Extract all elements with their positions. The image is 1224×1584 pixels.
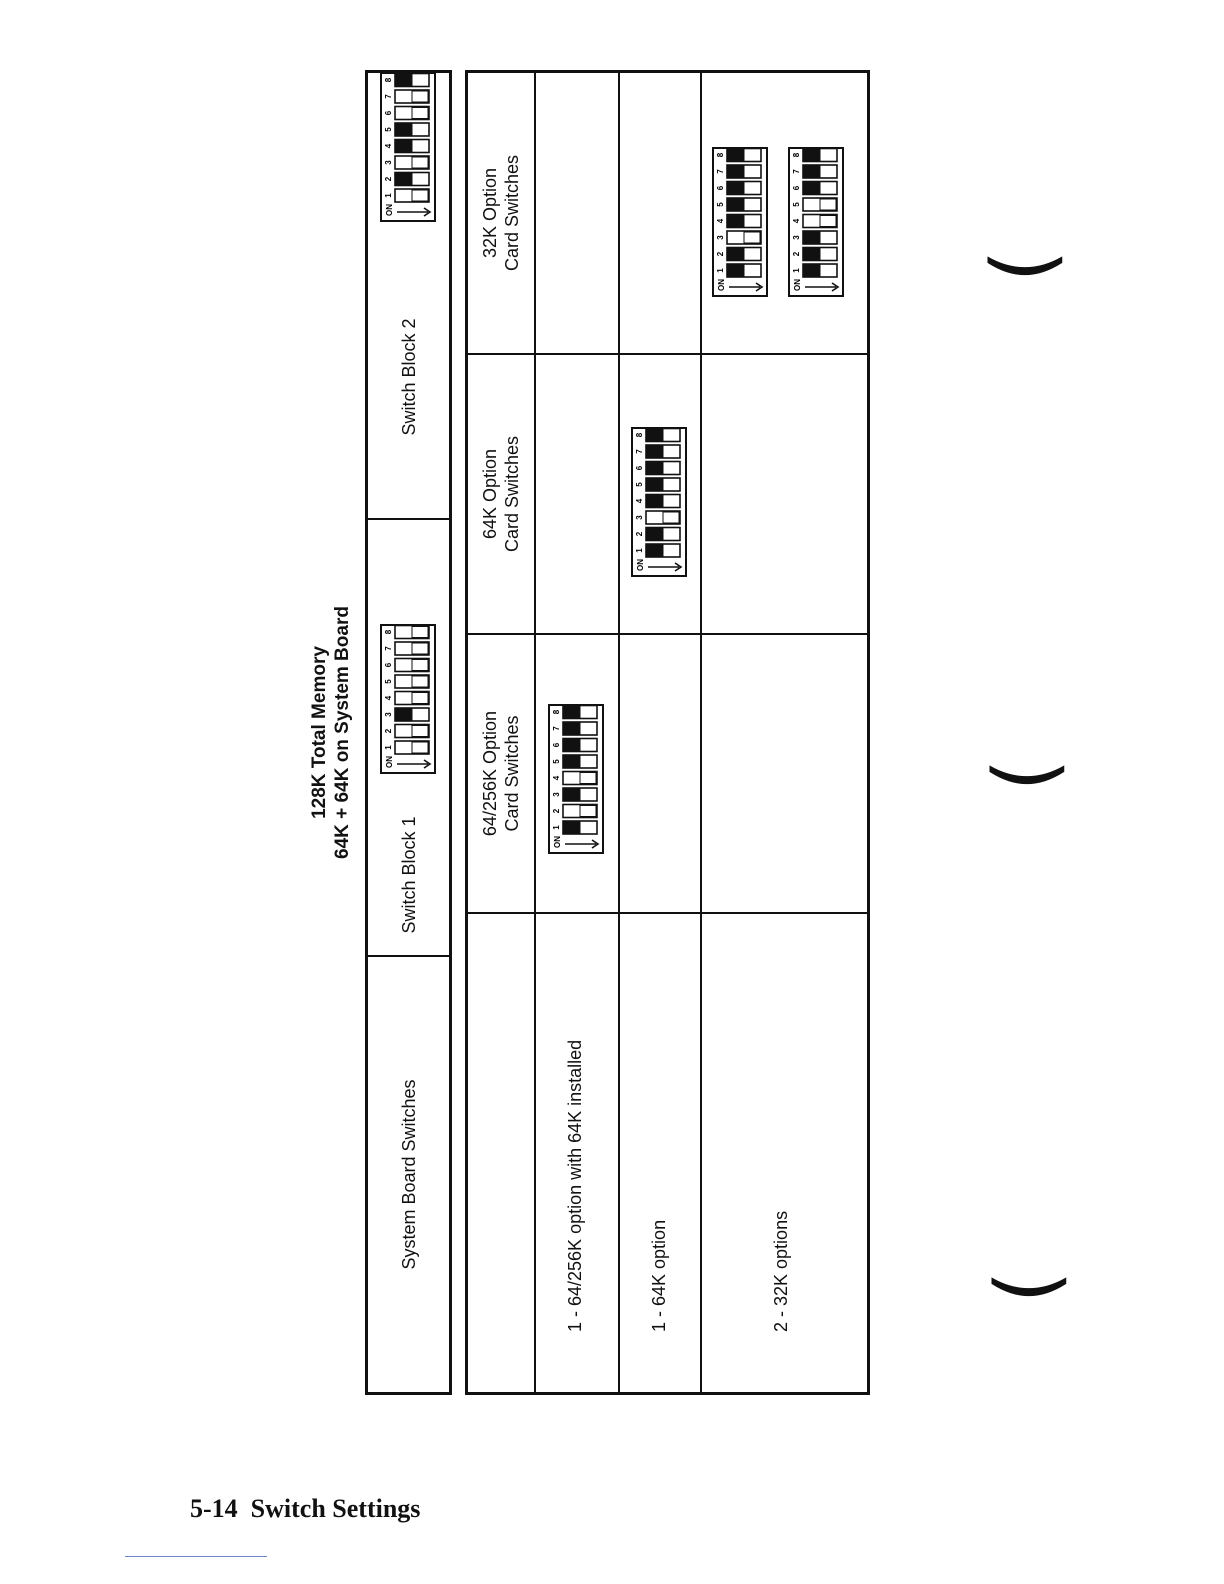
dip-switch-on	[728, 216, 744, 227]
dip-switch-off	[580, 773, 596, 784]
page-number: 5-14	[190, 1494, 238, 1523]
dip-on-label: ON	[717, 279, 726, 291]
dip-number: 6	[384, 110, 393, 116]
dip-switch-on	[728, 166, 744, 177]
dip-switch-on	[564, 822, 580, 833]
dip-switch-off	[412, 190, 428, 201]
dip-number: 4	[552, 775, 561, 781]
dip-number: 2	[635, 531, 644, 537]
dip-switch-on	[564, 789, 580, 800]
binder-hole-mark-bottom: (	[977, 1270, 1076, 1304]
dip-switch-on	[647, 479, 663, 490]
dip-switch-on	[728, 199, 744, 210]
option-card-table	[465, 70, 870, 1395]
footer-rule	[125, 1556, 267, 1557]
dip-switch-svg	[631, 427, 687, 577]
dip-number: 7	[384, 646, 393, 651]
page-footer	[190, 1494, 420, 1524]
dip-on-label: ON	[793, 279, 802, 291]
dip-number: 4	[384, 143, 393, 149]
dip-switch-on	[564, 723, 580, 734]
dip-number: 4	[635, 498, 644, 504]
dip-switch-on	[564, 740, 580, 751]
rotated-page-content	[300, 70, 875, 1395]
dip-switch-off	[412, 726, 428, 737]
row-label-2-32k: 2 - 32K options	[771, 1210, 791, 1332]
dip-number: 3	[384, 160, 393, 165]
dip-switch-on	[728, 150, 744, 161]
dip-number: 2	[716, 251, 725, 257]
dip-switch-on	[647, 496, 663, 507]
dip-switch-on	[396, 174, 412, 185]
dip-number: 3	[635, 515, 644, 520]
dip-switch-svg	[548, 704, 604, 854]
dip-number: 4	[716, 218, 725, 224]
col-header-64-256k: 64/256K Option Card Switches	[480, 710, 522, 837]
dip-switch-on	[396, 124, 412, 135]
dip-number: 6	[552, 742, 561, 748]
dip-switch-on	[647, 529, 663, 540]
dip-switch-off	[412, 91, 428, 102]
col-header-32k: 32K Option Card Switches	[480, 154, 522, 272]
dip-number: 8	[716, 152, 725, 158]
switch-block-1-diagram	[380, 624, 436, 774]
dip-number: 5	[792, 202, 801, 207]
dip-switch-on	[396, 141, 412, 152]
dip-switch-off	[744, 232, 760, 243]
row-label-64k: 1 - 64K option	[649, 1219, 669, 1332]
dip-number: 1	[384, 745, 393, 750]
dip-switch-svg	[788, 147, 844, 297]
dip-number: 7	[384, 94, 393, 99]
switch-block-2-diagram	[380, 72, 436, 222]
dip-number: 7	[716, 169, 725, 174]
dip-on-label: ON	[636, 559, 645, 571]
dip-switch-on	[804, 150, 820, 161]
dip-number: 7	[635, 449, 644, 454]
dip-switch-on	[804, 183, 820, 194]
dip-number: 2	[384, 728, 393, 734]
dip-number: 6	[384, 662, 393, 668]
dip-number: 1	[716, 268, 725, 273]
dip-switch-off	[412, 108, 428, 119]
dip-switch-on	[804, 166, 820, 177]
dip-switch-on	[647, 446, 663, 457]
dip-number: 3	[384, 712, 393, 717]
dip-switch-on	[396, 75, 412, 86]
dip-switch-off	[412, 693, 428, 704]
dip-number: 1	[792, 268, 801, 273]
dip-switch-off	[820, 216, 836, 227]
system-board-table	[365, 70, 452, 1395]
dip-number: 8	[384, 77, 393, 83]
dip-number: 2	[792, 251, 801, 257]
dip-number: 1	[635, 548, 644, 553]
dip-switch-on	[728, 249, 744, 260]
dip-number: 7	[552, 726, 561, 731]
dip-32k-card-1	[712, 147, 768, 297]
dip-number: 5	[635, 482, 644, 487]
dip-number: 3	[716, 235, 725, 240]
dip-number: 4	[792, 218, 801, 224]
dip-switch-on	[804, 249, 820, 260]
dip-switch-off	[580, 806, 596, 817]
col-header-64k: 64K Option Card Switches	[480, 435, 522, 553]
dip-number: 7	[792, 169, 801, 174]
dip-number: 8	[635, 432, 644, 438]
dip-switch-on	[564, 707, 580, 718]
dip-switch-on	[647, 430, 663, 441]
dip-number: 2	[384, 176, 393, 182]
dip-number: 5	[552, 759, 561, 764]
dip-switch-off	[663, 512, 679, 523]
system-board-header: System Board Switches	[398, 1079, 419, 1270]
dip-number: 6	[635, 465, 644, 471]
dip-switch-on	[728, 183, 744, 194]
dip-switch-on	[728, 265, 744, 276]
binder-hole-mark-top: (	[973, 249, 1072, 283]
diagram-title-line1: 128K Total Memory	[309, 646, 330, 819]
dip-switch-on	[396, 709, 412, 720]
dip-number: 1	[384, 193, 393, 198]
dip-number: 5	[384, 679, 393, 684]
dip-switch-svg	[380, 72, 436, 222]
dip-number: 1	[552, 825, 561, 830]
dip-on-label: ON	[385, 756, 394, 768]
dip-switch-svg	[380, 624, 436, 774]
dip-number: 4	[384, 695, 393, 701]
switch-block-1-label: Switch Block 1	[398, 816, 419, 934]
dip-32k-card-2	[788, 147, 844, 297]
binder-hole-mark-middle: (	[975, 758, 1074, 792]
dip-switch-svg	[712, 147, 768, 297]
dip-switch-on	[804, 265, 820, 276]
dip-64-256k-card	[548, 704, 604, 854]
section-title: Switch Settings	[250, 1494, 421, 1523]
dip-number: 3	[552, 792, 561, 797]
dip-switch-off	[412, 643, 428, 654]
row-label-64-256k: 1 - 64/256K option with 64K installed	[565, 1039, 585, 1332]
dip-switch-off	[412, 627, 428, 638]
dip-number: 8	[792, 152, 801, 158]
switch-block-2-label: Switch Block 2	[398, 318, 419, 436]
dip-on-label: ON	[553, 836, 562, 848]
dip-number: 6	[792, 185, 801, 191]
dip-switch-off	[412, 157, 428, 168]
dip-switch-on	[564, 756, 580, 767]
dip-switch-on	[647, 545, 663, 556]
dip-number: 8	[552, 709, 561, 715]
dip-number: 6	[716, 185, 725, 191]
dip-switch-off	[412, 660, 428, 671]
dip-number: 3	[792, 235, 801, 240]
dip-number: 5	[716, 202, 725, 207]
dip-number: 5	[384, 127, 393, 132]
dip-switch-on	[647, 463, 663, 474]
dip-number: 8	[384, 629, 393, 635]
dip-switch-off	[412, 676, 428, 687]
dip-switch-on	[804, 232, 820, 243]
dip-number: 2	[552, 808, 561, 814]
diagram-title-line2: 64K + 64K on System Board	[332, 606, 353, 859]
dip-on-label: ON	[385, 204, 394, 216]
dip-switch-off	[412, 742, 428, 753]
dip-switch-off	[820, 199, 836, 210]
dip-64k-card	[631, 427, 687, 577]
